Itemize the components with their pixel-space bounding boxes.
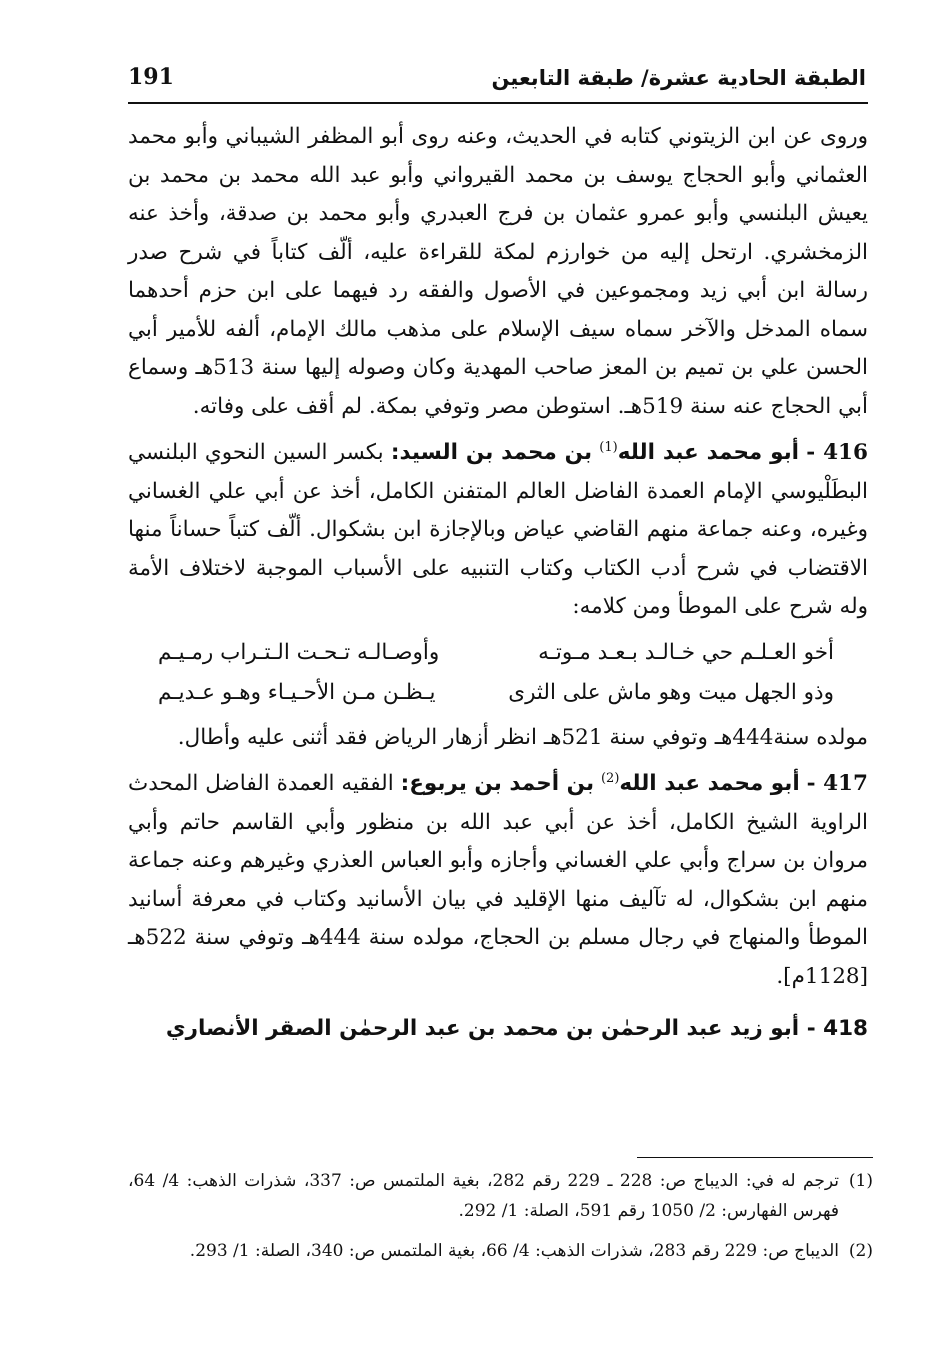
entry-417-name: أبو محمد عبد الله (619, 771, 800, 796)
verse-second-hemistich: يـظـن مـن الأحـيـاء وهـو عـديـم (158, 679, 436, 705)
entry-416 (128, 434, 868, 627)
entry-417-name-rest: بن أحمد بن يربوع: (400, 771, 595, 796)
footnote-text: الديباج ص: 229 رقم 283، شذرات الذهب: 4/ 66، بغية الملتمس ص: 340، الصلة: 1/ 293. (189, 1241, 839, 1261)
footnote (128, 1236, 873, 1266)
entry-418 (128, 1010, 868, 1049)
poem (128, 633, 868, 713)
verse-second-hemistich: وأوصـالـه تـحـت الـتـراب رمـيـم (158, 639, 440, 665)
page-header (128, 60, 866, 100)
entry-418-number: 418 - (806, 1016, 868, 1041)
footnote (128, 1166, 873, 1226)
main-text (128, 118, 868, 1049)
entry-416-name: أبو محمد عبد الله (617, 440, 800, 465)
entry-416-number: 416 - (806, 440, 868, 465)
footnote-rule (637, 1157, 873, 1158)
entry-417-footnote-ref: (2) (600, 770, 620, 786)
page-number: 191 (128, 64, 174, 90)
footnote-number: (1) (848, 1171, 873, 1191)
verse-first-hemistich: وذو الجهل ميت وهو ماش على الثرى (508, 679, 834, 705)
entry-417 (128, 765, 868, 996)
footnotes (128, 1166, 873, 1276)
entry-418-name: أبو زيد عبد الرحمٰن بن محمد بن عبد الرحمٰن الصقر الأنصاري (165, 1016, 800, 1041)
after-poem-text: مولده سنة444هـ وتوفي سنة 521هـ انظر أزهار الرياض فقد أثنى عليه وأطال. (177, 724, 868, 750)
entry-416-name-rest: بن محمد بن السيد: (390, 440, 593, 465)
header-rule (128, 102, 868, 104)
entry-416-text: بكسر السين النحوي البلنسي البطَلْيوسي الإمام العمدة الفاضل العالم المتفنن الكامل، أخذ عن أبي علي الغساني وغيره، وعنه جماعة منهم القاضي عياض وبالإجازة ابن بشكوال. ألّف كتباً حساناً منها الاقتضاب في شرح أدب الكتاب وكتاب التنبيه على الأسباب الموجبة لاختلاف الأمة وله شرح على الموطأ ومن كلامه: (128, 440, 868, 619)
running-title: الطبقة الحادية عشرة/ طبقة التابعين (491, 66, 866, 90)
verse (158, 673, 834, 713)
intro-paragraph: وروى عن ابن الزيتوني كتابه في الحديث، وعنه روى أبو المظفر الشيباني وأبو محمد العثماني وأبو الحجاج يوسف بن محمد القيرواني وأبو عبد الله محمد بن محمد بن يعيش البلنسي وأبو عمرو عثمان بن فرج العبدري وأبو محمد بن صدقة، وأخذ عنه الزمخشري. ارتحل إليه من خوارزم لمكة للقراءة عليه، ألّف كتاباً في شرح صدر رسالة ابن أبي زيد ومجموعين في الأصول والفقه رد فيهما على ابن حزم أحدهما سماه المدخل والآخر سماه سيف الإسلام على مذهب مالك الإمام، ألفه للأمير أبي الحسن علي بن تميم بن المعز صاحب المهدية وكان وصوله إليها سنة 513هـ وسماع أبي الحجاج عنه سنة 519هـ. استوطن مصر وتوفي بمكة. لم أقف على وفاته. (128, 124, 868, 419)
footnote-text: ترجم له في: الديباج ص: 228 ـ 229 رقم 282، بغية الملتمس ص: 337، شذرات الذهب: 4/ 64، فهرس الفهارس: 2/ 1050 رقم 591، الصلة: 1/ 292. (128, 1171, 839, 1221)
entry-416-footnote-ref: (1) (599, 439, 618, 455)
entry-417-text: الفقيه العمدة الفاضل المحدث الراوية الشيخ الكامل، أخذ عن أبي عبد الله بن منظور وأبي القاسم حاتم وأبي مروان بن سراج وأبي علي الغساني وأجازه وأبو العباس العذري وغيرهم وعنه جماعة منهم ابن بشكوال، له تآليف منها الإقليد في بيان الأسانيد وكتاب في معرفة أسانيد الموطأ والمنهاج في رجال مسلم بن الحجاج، مولده سنة 444هـ وتوفي سنة 522هـ [1128م]. (128, 771, 868, 989)
entry-417-number: 417 - (806, 771, 868, 796)
verse (158, 633, 834, 673)
footnote-number: (2) (848, 1241, 873, 1261)
verse-first-hemistich: أخو العـلـم حي خـالـد بـعـد مـوتـه (538, 639, 834, 665)
